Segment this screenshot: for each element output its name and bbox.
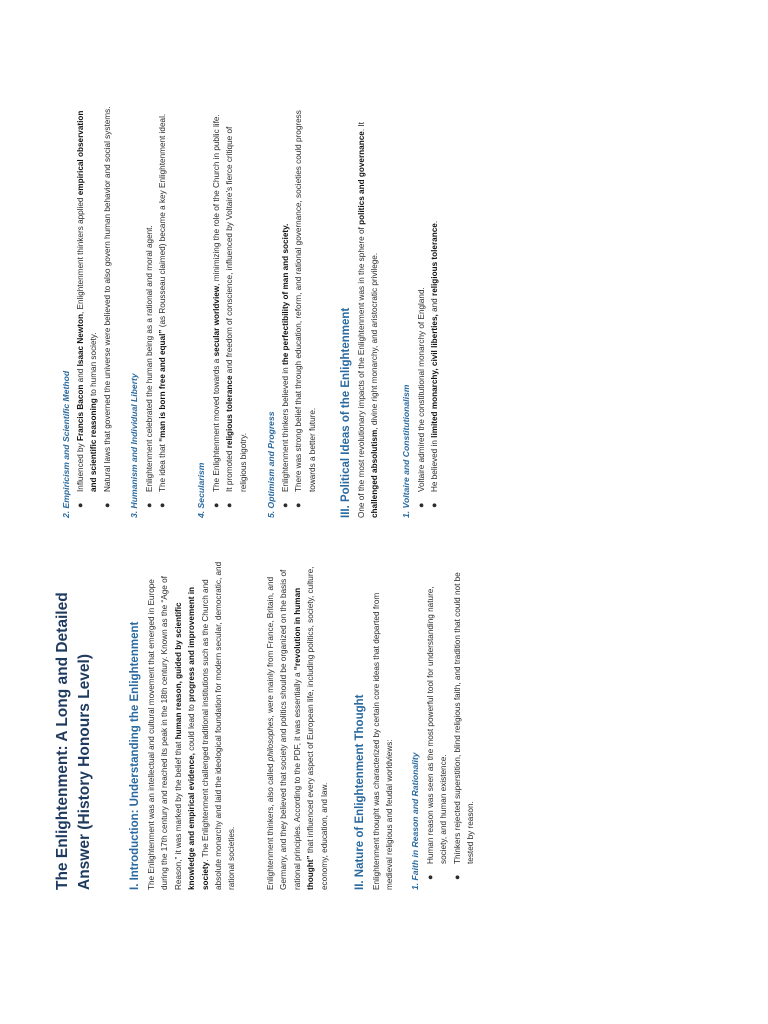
emphasis-text: politics and governance bbox=[357, 131, 366, 225]
optimism-list bbox=[279, 98, 319, 518]
nature-intro-paragraph: Enlightenment thought was characterized by certain core ideas that departed from medieval religious and feudal worldviews: bbox=[372, 592, 395, 890]
section-heading-introduction: I. Introduction: Understanding the Enlightenment bbox=[129, 621, 141, 890]
political-ideas-paragraph: One of the most revolutionary impacts of the Enlightenment was in the sphere of politics and governance. It challenged absolutism, divine right monarchy, and aristocratic privilege. bbox=[357, 122, 380, 518]
bullet-icon: ● bbox=[211, 502, 221, 508]
bullet-icon: ● bbox=[416, 502, 426, 508]
emphasis-text: religious tolerance bbox=[225, 375, 235, 449]
bullet-icon: ● bbox=[280, 502, 290, 508]
bullet-item: ● The idea that “man is born free and equal” (as Rousseau claimed) became a key Enlightenment ideal. bbox=[156, 98, 169, 518]
bullet-item: ● He believed in limited monarchy, civil liberties, and religious tolerance. bbox=[428, 98, 441, 518]
subheading-secularism: 4. Secularism bbox=[196, 462, 206, 518]
bullet-item: ● The Enlightenment moved towards a secular worldview, minimizing the role of the Church in public life. bbox=[210, 98, 223, 518]
bullet-icon: ● bbox=[101, 502, 112, 508]
bullet-icon: ● bbox=[429, 502, 440, 508]
bullet-icon: ● bbox=[75, 502, 85, 508]
bullet-icon: ● bbox=[157, 502, 168, 508]
bullet-item: ● Enlightenment thinkers believed in the perfectibility of man and society. bbox=[279, 98, 292, 518]
empiricism-list bbox=[74, 98, 114, 518]
bullet-item: ● Enlightenment celebrated the human being as a rational and moral agent. bbox=[143, 98, 156, 518]
subheading-empiricism: 2. Empiricism and Scientific Method bbox=[61, 370, 71, 518]
emphasis-text: philosophes bbox=[266, 717, 275, 762]
bullet-item: ● Voltaire admired the constitutional monarchy of England. bbox=[415, 98, 428, 518]
bullet-item: ● Natural laws that governed the universe were believed to also govern human behavior and social systems. bbox=[101, 98, 114, 518]
subheading-humanism: 3. Humanism and Individual Liberty bbox=[129, 373, 139, 518]
bullet-icon: ● bbox=[451, 874, 462, 880]
bullet-item: ● There was strong belief that through education, reform, and rational governance, societies could progress towards a better future. bbox=[293, 110, 317, 508]
emphasis-text: human reason, guided by scientific knowledge and empirical evidence, bbox=[173, 602, 197, 890]
voltaire-list bbox=[415, 98, 442, 518]
bullet-icon: ● bbox=[425, 874, 435, 880]
intro-paragraph-2: Enlightenment thinkers, also called philosophes, were mainly from France, Britain, and Germany, and they believed that society and politics should be organized on the basis of rational principles. According to the PDF, it was essentially a “revolution in human thought” that influenced every aspect of European life, including politics, society, culture, economy, education, and law. bbox=[266, 566, 329, 890]
emphasis-text: Isaac Newton bbox=[76, 314, 85, 367]
emphasis-text: secular worldview bbox=[212, 285, 221, 357]
secularism-list bbox=[210, 98, 250, 518]
bullet-icon: ● bbox=[144, 502, 154, 508]
subheading-voltaire: 1. Voltaire and Constitutionalism bbox=[401, 384, 411, 518]
emphasis-text: “man is born free and equal” bbox=[158, 329, 168, 442]
emphasis-text: Francis Bacon bbox=[76, 384, 85, 442]
document-title: The Enlightenment: A Long and Detailed Answer (History Honours Level) bbox=[54, 592, 93, 890]
section-heading-nature: II. Nature of Enlightenment Thought bbox=[354, 694, 366, 890]
emphasis-text: the perfectibility of man and society. bbox=[281, 223, 290, 366]
bullet-item: ● Influenced by Francis Bacon and Isaac Newton, Enlightenment thinkers applied empirical observation and scientific reasoning to human society. bbox=[75, 110, 99, 508]
emphasis-text: limited monarchy, civil liberties, bbox=[430, 314, 440, 438]
bullet-icon: ● bbox=[293, 502, 304, 508]
bullet-icon: ● bbox=[224, 502, 235, 508]
faith-in-reason-list bbox=[424, 560, 478, 890]
emphasis-text: challenged absolutism bbox=[370, 429, 380, 518]
subheading-optimism: 5. Optimism and Progress bbox=[266, 411, 276, 518]
humanism-list bbox=[143, 98, 170, 518]
emphasis-text: religious tolerance bbox=[430, 223, 440, 296]
section-heading-political-ideas: III. Political Ideas of the Enlightenment bbox=[340, 307, 352, 518]
emphasis-text: progress and improvement in society bbox=[187, 586, 210, 890]
bullet-item: ● Thinkers rejected superstition, blind religious faith, and tradition that could not be tested by reason. bbox=[451, 572, 476, 880]
bullet-item: ● It promoted religious tolerance and freedom of conscience, influenced by Voltaire’s fierce critique of religious bigotry. bbox=[224, 126, 248, 508]
emphasis-text: “revolution in human thought” bbox=[292, 587, 316, 890]
bullet-item: ● Human reason was seen as the most powerful tool for understanding nature, society, and human existence. bbox=[425, 586, 449, 880]
emphasis-text: empirical observation and scientific reasoning bbox=[76, 110, 99, 492]
subheading-faith-in-reason: 1. Faith in Reason and Rationality bbox=[410, 752, 420, 890]
intro-paragraph-1: The Enlightenment was an intellectual and cultural movement that emerged in Europe during the 17th century and reached its peak in the 18th century. Known as the “Age of Reason,” it was marked by the belief that human reason, guided by scientific knowledge and empirical evidence, could lead to progress and improvement in society. The Enlightenment challenged traditional institutions such as the Church and absolute monarchy and laid the ideological foundation for modern secular, democratic, and rational societies. bbox=[147, 561, 237, 890]
